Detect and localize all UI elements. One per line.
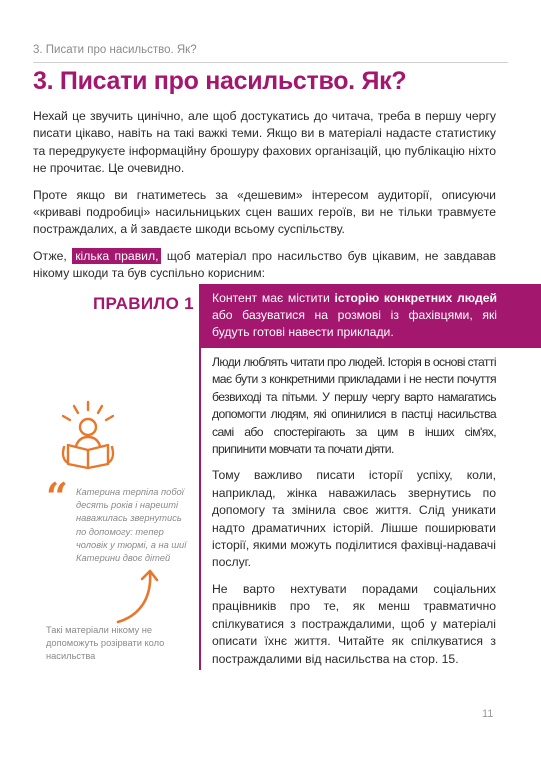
sidebar-note: Такі матеріали нікому не допоможуть розірвати коло насильства (46, 625, 165, 662)
page-number: 11 (482, 708, 494, 720)
rule-body (212, 354, 496, 677)
intro-p3-start: Отже, (33, 248, 73, 263)
rule-text-end: або базуватися на розмові із фахівцями, які будуть готові навести приклади. (212, 308, 497, 339)
running-head: 3. Писати про насильство. Як? (33, 44, 197, 56)
rule-box (199, 284, 541, 348)
quote-mark: “ (46, 474, 68, 519)
rule-text-start: Контент має містити (212, 291, 335, 305)
intro-p3-end: щоб матеріал про насильство був цікавим, не завдавав нікому шкоди та був суспільно корисним: (33, 248, 496, 281)
curved-arrow-up-icon (112, 566, 164, 626)
body-paragraph-2: Тому важливо писати історії успіху, коли, наприклад, жінка наважилась звернутись по допомогу та змінила своє життя. Слід уникати надто драматичних історій. Лішше поширювати історії, якими можуть поділитися фахівці-надавачі послуг. (212, 468, 496, 570)
intro-paragraph-3 (33, 248, 496, 283)
page-title: 3. Писати про насильство. Як? (33, 67, 407, 95)
person-reading-book-icon (52, 400, 124, 470)
sidebar-quote: Катерина терпіла побої десять років і нарешті наважилась звернутись по допомогу: тепер чоловік у тюрмі, а на шиї Катерини двоє дітей (76, 487, 187, 564)
rule-text-bold: історію конкретних людей (334, 291, 497, 305)
body-paragraph-1: Люди люблять читати про людей. Історія в основі статті має бути з конкретними прикладами і не нести почуття безвиході та пітьми. У першу чергу варто намагатись допомогти людям, які опинилися в пастці насильства самі або спостерігають за цим в інших сім'ях, припинити мовчати та почати діяти. (212, 355, 496, 457)
header-divider (33, 62, 508, 63)
highlighted-phrase: кілька правил, (72, 248, 161, 264)
intro-section (33, 108, 496, 292)
intro-paragraph-2: Проте якщо ви гнатиметесь за «дешевим» інтересом аудиторії, описуючи «криваві подробиці» насильницьких сцен ваших героїв, ви не тільки травмуєте постраждалих, а й завдаєте шкоди всьому суспільству. (33, 187, 496, 237)
rule-label: ПРАВИЛО 1 (93, 294, 194, 313)
accent-vertical-line (199, 348, 201, 670)
body-paragraph-3: Не варто нехтувати порадами соціальних працівників про те, як менш травматично спілкуватися з постраждалими, щоб у матеріалі описати їхнє життя. Читайте як спілкуватися з постраждалими від насильства на стор. 15. (212, 581, 496, 666)
intro-paragraph-1: Нехай це звучить цинічно, але щоб достукатись до читача, треба в першу чергу писати цікаво, навіть на такі важкі теми. Якщо ви в матеріалі надасте статистику та передрукуєте інформаційну брошуру фахових організацій, цю публікацію ніхто не прочитає. Це очевидно. (33, 109, 496, 176)
